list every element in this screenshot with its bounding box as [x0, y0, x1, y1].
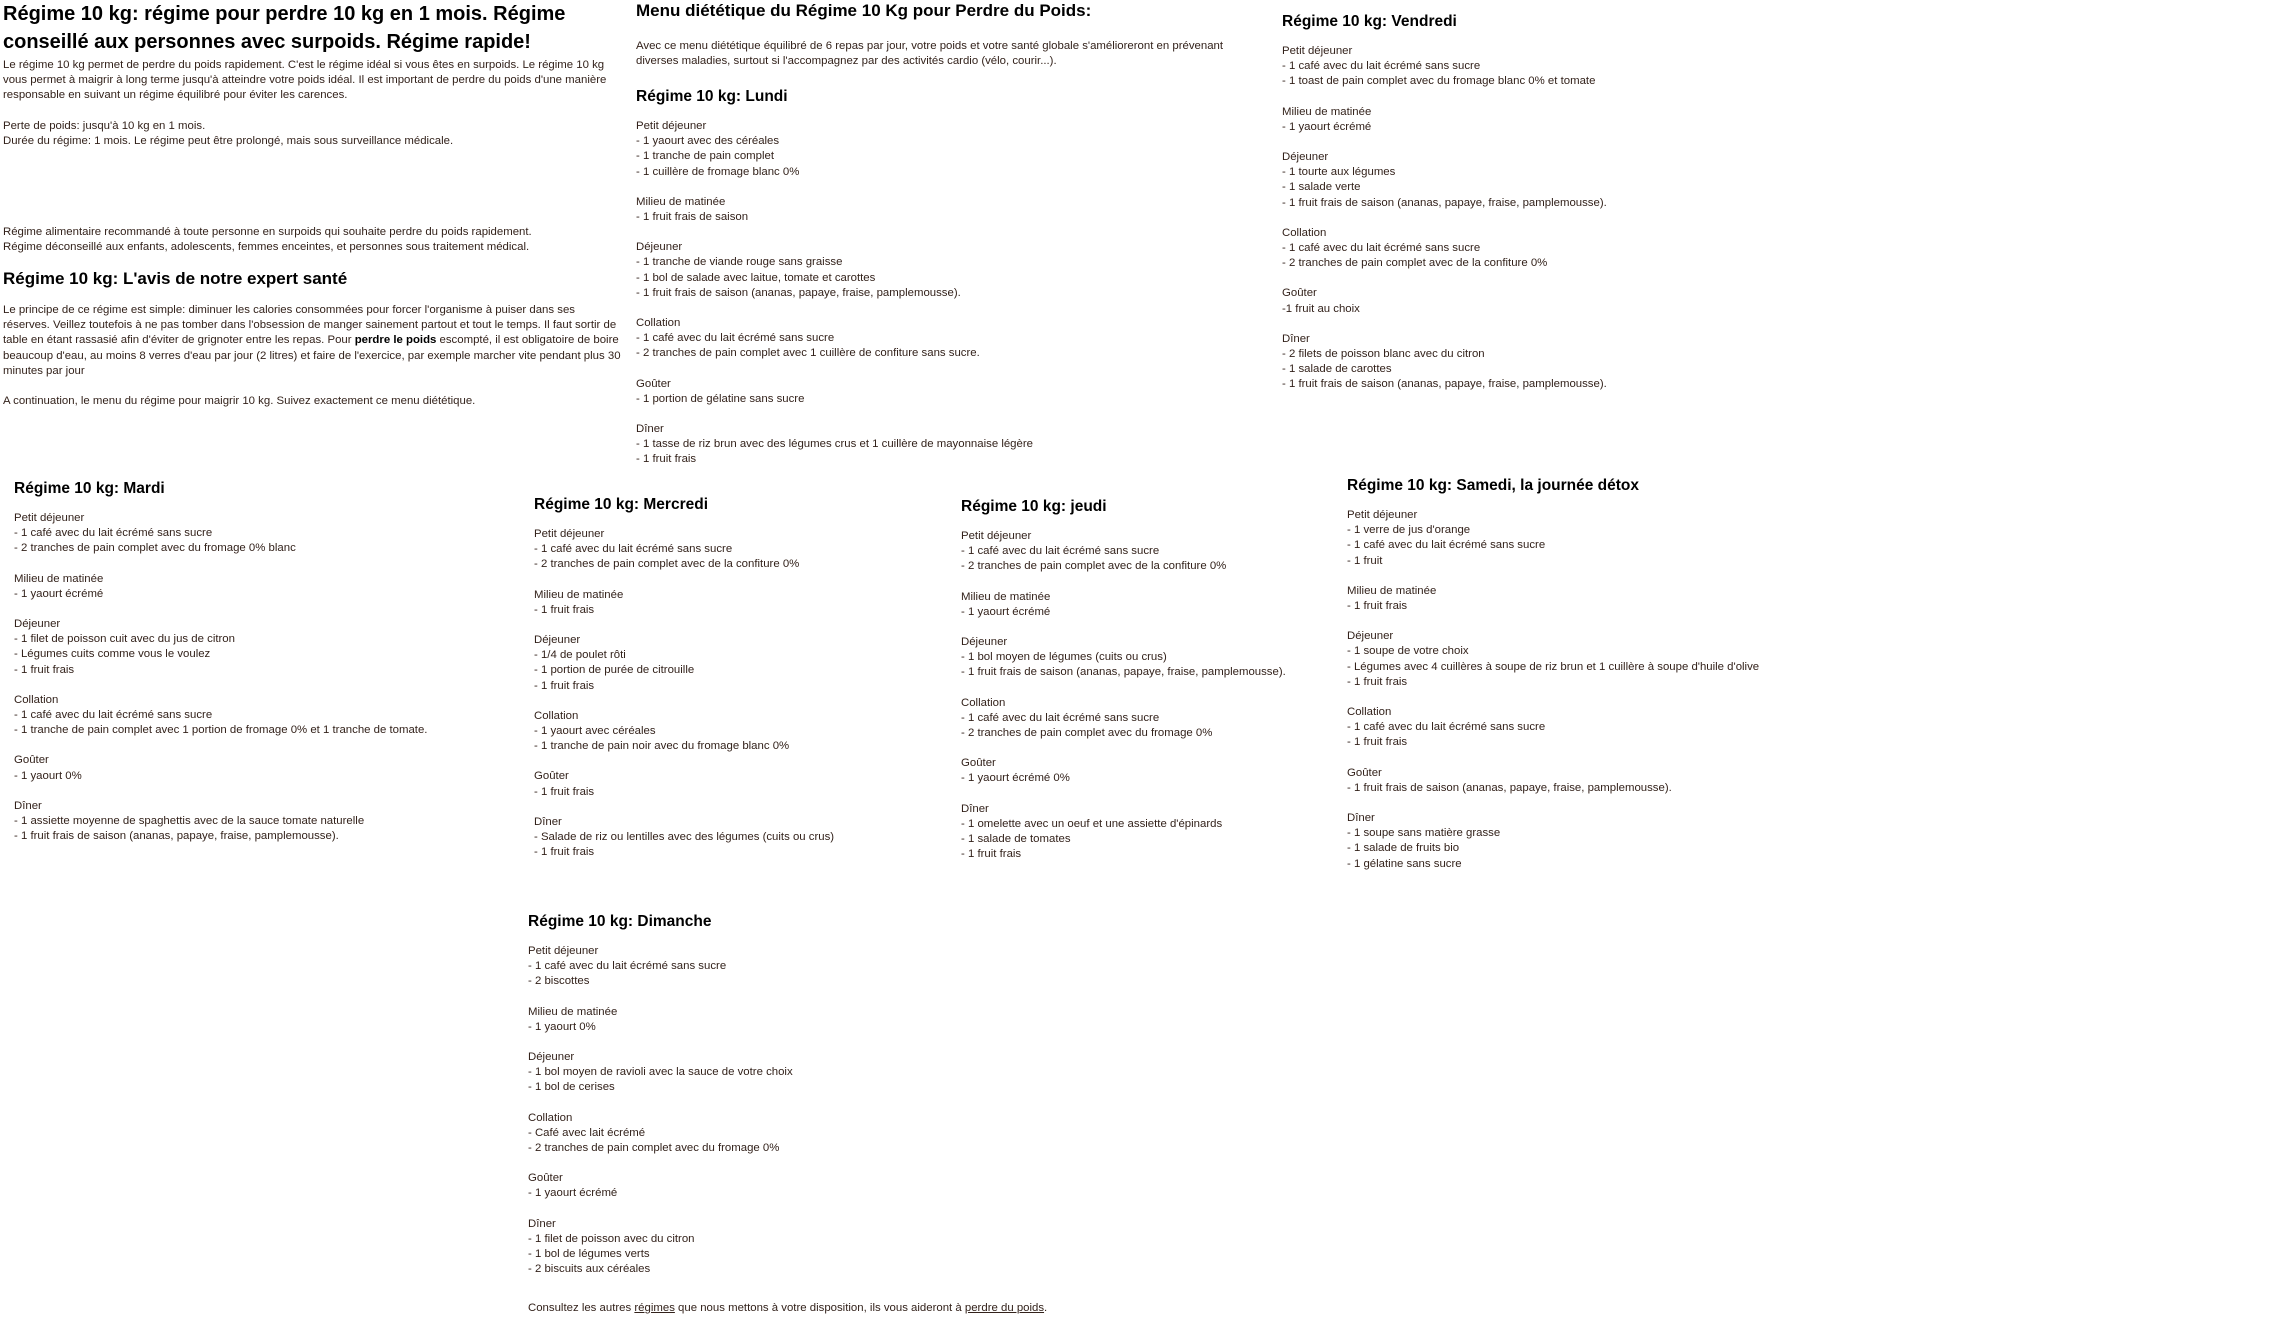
meal-name: Milieu de matinée — [528, 1005, 618, 1018]
meal-block — [534, 769, 834, 799]
meal-name: Petit déjeuner — [534, 528, 605, 540]
meal-item: - 1 fruit frais de saison — [636, 211, 749, 224]
meal-name: Collation — [1347, 706, 1392, 719]
meal-item: - 1 salade de carottes — [1282, 363, 1392, 376]
meal-item: - 1 café avec du lait écrémé sans sucre — [961, 545, 1160, 558]
meal-block — [1347, 766, 1759, 796]
meal-item: - 2 filets de poisson blanc avec du citron — [1282, 348, 1485, 361]
meal-item: - 1 omelette avec un oeuf et une assiette d'épinards — [961, 817, 1223, 830]
meal-name: Dîner — [636, 423, 664, 436]
meal-block — [528, 1005, 793, 1035]
meal-item: - 1 café avec du lait écrémé sans sucre — [528, 960, 727, 973]
meal-item: - 1 fruit frais de saison (ananas, papaye, fraise, pamplemousse). — [961, 666, 1286, 679]
meal-block — [636, 195, 1033, 225]
meal-item: - 1 bol moyen de ravioli avec la sauce de votre choix — [528, 1066, 793, 1079]
meal-block — [1347, 629, 1759, 690]
meal-name: Déjeuner — [534, 634, 581, 647]
meal-name: Dîner — [1282, 332, 1310, 345]
meal-item: - 1 toast de pain complet avec du fromage blanc 0% et tomate — [1282, 75, 1596, 88]
meal-item: - 1 café avec du lait écrémé sans sucre — [1347, 539, 1546, 552]
day-title: Régime 10 kg: Dimanche — [528, 913, 712, 930]
meal-item: - 1 bol de salade avec laitue, tomate et carottes — [636, 271, 876, 284]
meal-block — [636, 316, 1033, 362]
meal-item: - 1 portion de purée de citrouille — [534, 664, 695, 677]
meal-block — [528, 944, 793, 990]
meal-item: - 2 tranches de pain complet avec de la confiture 0% — [961, 560, 1227, 573]
meal-item: - 2 tranches de pain complet avec de la confiture 0% — [1282, 257, 1548, 270]
meal-block — [528, 1111, 793, 1157]
meal-item: - 1 yaourt 0% — [14, 769, 82, 782]
meal-block — [1347, 584, 1759, 614]
meal-block — [961, 529, 1286, 575]
menu-title: Menu diététique du Régime 10 Kg pour Perdre du Poids: — [636, 1, 1092, 20]
meal-item: - 2 tranches de pain complet avec du fromage 0% blanc — [14, 542, 296, 555]
meal-item: - 1 fruit — [1347, 554, 1383, 567]
meal-item: - 1 café avec du lait écrémé sans sucre — [636, 332, 835, 345]
meal-block — [961, 590, 1286, 620]
diets-link[interactable]: régimes — [634, 1302, 675, 1314]
meal-block — [1282, 332, 1607, 393]
meal-block — [961, 756, 1286, 786]
meal-item: - 1 fruit frais de saison (ananas, papaye, fraise, pamplemousse). — [14, 830, 339, 843]
meal-block — [534, 588, 834, 618]
day-dimanche — [528, 912, 793, 1292]
meal-item: - 1 tranche de pain complet avec 1 portion de fromage 0% et 1 tranche de tomate. — [14, 724, 428, 737]
meal-block — [14, 617, 427, 678]
day-title: Régime 10 kg: Lundi — [636, 88, 788, 105]
expert-title: Régime 10 kg: L'avis de notre expert santé — [3, 269, 348, 288]
meal-name: Petit déjeuner — [1347, 509, 1418, 521]
meal-name: Petit déjeuner — [961, 530, 1032, 542]
meal-name: Petit déjeuner — [1282, 45, 1353, 57]
meal-block — [636, 422, 1033, 468]
meal-item: - 1 café avec du lait écrémé sans sucre — [14, 527, 213, 540]
meal-block — [534, 815, 834, 861]
day-title: Régime 10 kg: Vendredi — [1282, 13, 1457, 30]
meal-name: Déjeuner — [14, 618, 61, 631]
meal-name: Milieu de matinée — [636, 195, 726, 208]
meal-item: - 1 tranche de pain noir avec du fromage blanc 0% — [534, 740, 790, 753]
meal-item: - 1 tasse de riz brun avec des légumes crus et 1 cuillère de mayonnaise légère — [636, 438, 1033, 451]
meal-name: Collation — [534, 709, 579, 722]
meal-item: - 1/4 de poulet rôti — [534, 649, 626, 662]
meal-item: - 1 fruit frais de saison (ananas, papaye, fraise, pamplemousse). — [1282, 196, 1607, 209]
meal-item: - 1 filet de poisson avec du citron — [528, 1232, 695, 1245]
meal-block — [636, 377, 1033, 407]
meal-item: - 1 yaourt avec des céréales — [636, 135, 780, 148]
meal-name: Petit déjeuner — [14, 512, 85, 524]
meal-name: Goûter — [528, 1172, 563, 1185]
meal-item: - 2 biscottes — [528, 975, 590, 988]
meal-item: - 1 yaourt écrémé — [1282, 120, 1372, 133]
meal-block — [961, 802, 1286, 863]
day-title: Régime 10 kg: Mardi — [14, 480, 165, 497]
meal-block — [14, 753, 427, 783]
meal-block — [636, 119, 1033, 180]
meal-name: Milieu de matinée — [534, 588, 624, 601]
day-title: Régime 10 kg: Mercredi — [534, 496, 709, 513]
meal-name: Goûter — [1282, 287, 1317, 300]
meal-block — [534, 633, 834, 694]
meal-item: - 1 yaourt écrémé 0% — [961, 772, 1070, 785]
meal-item: - 1 fruit frais — [534, 785, 595, 798]
meal-item: - 1 fruit frais de saison (ananas, papaye, fraise, pamplemousse). — [1347, 781, 1672, 794]
meal-block — [961, 696, 1286, 742]
meal-block — [534, 709, 834, 755]
meal-block — [961, 635, 1286, 681]
not-recommended-line: Régime déconseillé aux enfants, adolescents, femmes enceintes, et personnes sous traitement médical. — [3, 241, 530, 254]
meal-item: - 1 verre de jus d'orange — [1347, 524, 1471, 537]
meal-name: Dîner — [528, 1217, 556, 1230]
menu-paragraph: Avec ce menu diététique équilibré de 6 repas par jour, votre poids et votre santé globale s'amélioreront en prévenant diverses maladies, surtout si l'accompagnez par des activités cardio (vélo, courir...). — [636, 40, 1227, 68]
meal-name: Goûter — [961, 757, 996, 770]
meal-item: - 2 biscuits aux céréales — [528, 1263, 651, 1276]
day-lundi — [636, 87, 1033, 483]
meal-item: - 1 fruit frais — [961, 848, 1022, 861]
meal-block — [14, 511, 427, 557]
meal-block — [528, 1171, 793, 1201]
meal-name: Déjeuner — [1282, 151, 1329, 164]
meal-item: - 1 café avec du lait écrémé sans sucre — [961, 711, 1160, 724]
meal-item: - 1 tranche de pain complet — [636, 150, 775, 163]
weight-loss-line: Perte de poids: jusqu'à 10 kg en 1 mois. — [3, 119, 206, 132]
meal-name: Collation — [528, 1111, 573, 1124]
meal-item: - 1 café avec du lait écrémé sans sucre — [534, 543, 733, 556]
meal-name: Dîner — [534, 815, 562, 828]
meal-block — [528, 1050, 793, 1096]
meal-item: - 1 bol de cerises — [528, 1081, 615, 1094]
meal-name: Goûter — [1347, 766, 1382, 779]
meal-item: - 1 tranche de viande rouge sans graisse — [636, 256, 843, 269]
meal-item: - 1 yaourt écrémé — [528, 1187, 618, 1200]
meal-item: - 1 fruit frais — [534, 603, 595, 616]
meal-item: - 1 fruit frais — [534, 679, 595, 692]
meal-item: - Café avec lait écrémé — [528, 1126, 646, 1139]
meal-item: - 1 café avec du lait écrémé sans sucre — [1282, 242, 1481, 255]
meal-name: Dîner — [1347, 812, 1375, 825]
meal-item: - 1 soupe sans matière grasse — [1347, 827, 1501, 840]
expert-text-a: Le principe de ce régime est simple: diminuer les calories consommées pour forcer l'organisme à puiser dans ses réserves. Veillez toutefois à ne pas tomber dans l'obsession de manger sainement partout et tout le temps. Il faut sortir de table en étant rassasié afin d'éviter de grignoter entre les repas. Pour — [3, 304, 620, 347]
meal-item: - 1 fruit frais — [1347, 736, 1408, 749]
meal-name: Milieu de matinée — [1347, 584, 1437, 597]
meal-item: - 1 yaourt écrémé — [961, 605, 1051, 618]
meal-item: - 2 tranches de pain complet avec 1 cuillère de confiture sans sucre. — [636, 347, 980, 360]
meal-name: Collation — [636, 317, 681, 330]
meal-name: Collation — [14, 693, 59, 706]
meal-name: Goûter — [534, 770, 569, 783]
meal-item: - 1 fruit frais de saison (ananas, papaye, fraise, pamplemousse). — [1282, 378, 1607, 391]
menu-intro-section — [636, 0, 1236, 69]
meal-name: Déjeuner — [528, 1051, 575, 1064]
meal-block — [528, 1217, 793, 1278]
day-mardi — [14, 479, 427, 859]
recommended-line: Régime alimentaire recommandé à toute personne en surpoids qui souhaite perdre du poids rapidement. — [3, 226, 532, 239]
meal-item: - 1 tourte aux légumes — [1282, 166, 1396, 179]
page-title: Régime 10 kg: régime pour perdre 10 kg en 1 mois. Régime conseillé aux personnes avec surpoids. Régime rapide! — [3, 3, 566, 53]
meal-name: Dîner — [14, 799, 42, 812]
meal-name: Milieu de matinée — [1282, 105, 1372, 118]
meal-block — [1347, 705, 1759, 751]
meal-item: - 1 fruit frais — [1347, 675, 1408, 688]
day-title: Régime 10 kg: Samedi, la journée détox — [1347, 477, 1640, 494]
meal-item: - 1 fruit frais — [534, 846, 595, 859]
meal-item: - 1 yaourt 0% — [528, 1020, 596, 1033]
day-samedi — [1347, 476, 1759, 887]
intro-paragraph: Le régime 10 kg permet de perdre du poids rapidement. C'est le régime idéal si vous êtes en surpoids. Le régime 10 kg vous permet à maigrir à long terme jusqu'à atteindre votre poids idéal. Il est important de perdre du poids d'une manière responsable en suivant un régime équilibré pour éviter les carences. — [3, 59, 610, 102]
meal-item: - 2 tranches de pain complet avec du fromage 0% — [528, 1142, 780, 1155]
meal-block — [14, 572, 427, 602]
meal-block — [1282, 226, 1607, 272]
meal-item: - 1 salade de tomates — [961, 833, 1071, 846]
meal-item: - 1 fruit frais — [1347, 600, 1408, 613]
meal-name: Déjeuner — [961, 636, 1008, 649]
duration-line: Durée du régime: 1 mois. Le régime peut être prolongé, mais sous surveillance médicale. — [3, 134, 454, 147]
meal-block — [1282, 286, 1607, 316]
footer-text-pre: Consultez les autres — [528, 1302, 635, 1314]
footer-text-mid: que nous mettons à votre disposition, ils vous aideront à — [674, 1302, 965, 1314]
meal-item: - 1 gélatine sans sucre — [1347, 857, 1462, 870]
day-jeudi — [961, 497, 1286, 877]
meal-item: - 2 tranches de pain complet avec du fromage 0% — [961, 727, 1213, 740]
meal-item: - 1 salade verte — [1282, 181, 1361, 194]
expert-text-b: escompté, il est obligatoire de boire beaucoup d'eau, au moins 8 verres d'eau par jour (2 litres) et faire de l'exercice, par exemple marcher vite pendant plus 30 minutes par jour — [3, 334, 624, 377]
meal-name: Collation — [1282, 226, 1327, 239]
meal-item: - Légumes cuits comme vous le voulez — [14, 648, 211, 661]
day-mercredi — [534, 495, 834, 875]
footer-text-post: . — [1044, 1302, 1048, 1314]
meal-block — [1282, 105, 1607, 135]
meal-item: - 1 fruit frais de saison (ananas, papaye, fraise, pamplemousse). — [636, 286, 961, 299]
meal-name: Milieu de matinée — [961, 590, 1051, 603]
meal-name: Dîner — [961, 802, 989, 815]
meal-item: - 1 bol de légumes verts — [528, 1248, 650, 1261]
meal-name: Collation — [961, 696, 1006, 709]
meal-name: Milieu de matinée — [14, 572, 104, 585]
footer-line — [528, 1298, 1047, 1316]
day-title: Régime 10 kg: jeudi — [961, 498, 1107, 515]
meal-item: - 1 soupe de votre choix — [1347, 645, 1469, 658]
meal-item: - 1 assiette moyenne de spaghettis avec de la sauce tomate naturelle — [14, 815, 365, 828]
meal-name: Déjeuner — [1347, 630, 1394, 643]
meal-name: Goûter — [14, 754, 49, 767]
meal-block — [14, 693, 427, 739]
lose-weight-link[interactable]: perdre du poids — [964, 1302, 1045, 1314]
meal-name: Petit déjeuner — [636, 120, 707, 132]
meal-block — [534, 527, 834, 573]
meal-item: - Légumes avec 4 cuillères à soupe de riz brun et 1 cuillère à soupe d'huile d'olive — [1347, 660, 1760, 673]
meal-block — [1282, 150, 1607, 211]
meal-block — [1282, 44, 1607, 90]
meal-name: Déjeuner — [636, 241, 683, 254]
meal-item: - 1 café avec du lait écrémé sans sucre — [14, 709, 213, 722]
meal-item: - 1 fruit frais — [636, 453, 697, 466]
meal-item: - 2 tranches de pain complet avec de la confiture 0% — [534, 558, 800, 571]
meal-item: - 1 yaourt écrémé — [14, 587, 104, 600]
meal-item: - 1 cuillère de fromage blanc 0% — [636, 165, 800, 178]
meal-name: Goûter — [636, 377, 671, 390]
meal-item: - 1 café avec du lait écrémé sans sucre — [1347, 721, 1546, 734]
meal-block — [14, 799, 427, 845]
meal-item: - 1 portion de gélatine sans sucre — [636, 392, 805, 405]
meal-item: - 1 filet de poisson cuit avec du jus de citron — [14, 633, 235, 646]
intro-section — [3, 0, 615, 255]
meal-item: - 1 salade de fruits bio — [1347, 842, 1460, 855]
meal-item: - 1 fruit frais — [14, 663, 75, 676]
meal-item: - 1 yaourt avec céréales — [534, 725, 656, 738]
meal-item: - Salade de riz ou lentilles avec des légumes (cuits ou crus) — [534, 831, 835, 844]
meal-block — [1347, 811, 1759, 872]
day-vendredi — [1282, 12, 1607, 408]
expert-section — [3, 268, 624, 409]
meal-block — [1347, 508, 1759, 569]
meal-item: -1 fruit au choix — [1282, 302, 1360, 315]
meal-block — [636, 240, 1033, 301]
expert-paragraph — [3, 303, 624, 379]
lose-weight-bold: perdre le poids — [354, 334, 437, 347]
meal-name: Petit déjeuner — [528, 945, 599, 957]
meal-item: - 1 bol moyen de légumes (cuits ou crus) — [961, 651, 1167, 664]
continuation-line: A continuation, le menu du régime pour maigrir 10 kg. Suivez exactement ce menu diététique. — [3, 395, 476, 408]
meal-item: - 1 café avec du lait écrémé sans sucre — [1282, 60, 1481, 73]
